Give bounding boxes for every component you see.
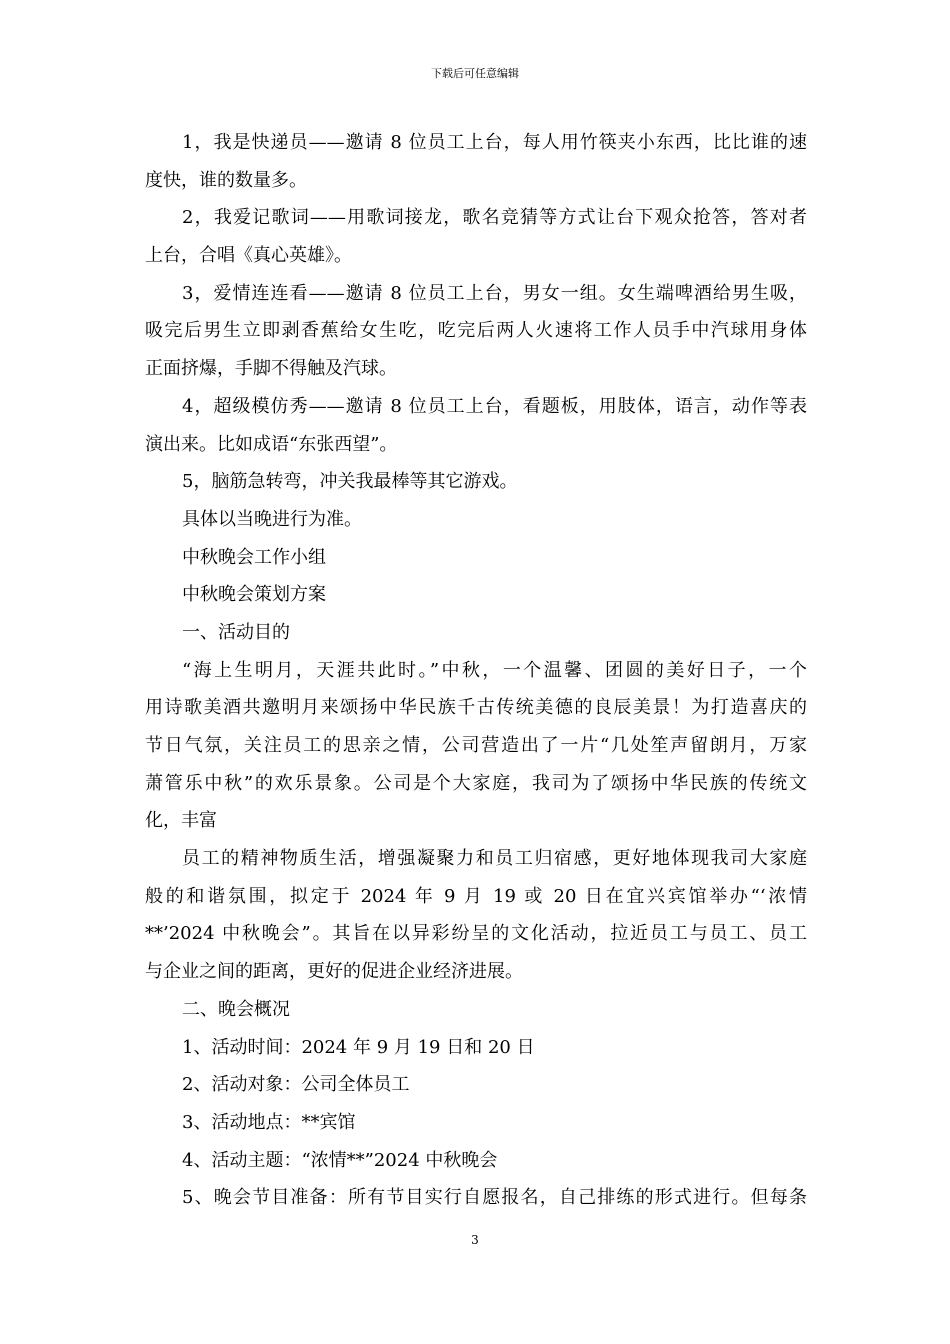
- paragraph-line: 4，超级模仿秀——邀请 8 位员工上台，看题板，用肢体，语言，动作等表: [182, 395, 807, 417]
- paragraph-line: 上台，合唱《真心英雄》。: [145, 245, 352, 267]
- paragraph-line: 5，脑筋急转弯，冲关我最棒等其它游戏。: [182, 471, 518, 493]
- list-item: 5、晚会节目准备：所有节目实行自愿报名，自己排练的形式进行。但每条: [182, 1187, 807, 1209]
- signature-line: 中秋晚会工作小组: [182, 546, 326, 568]
- paragraph-line: 与企业之间的距离，更好的促进企业经济进展。: [145, 961, 523, 983]
- paragraph-line: 3，爱情连连看——邀请 8 位员工上台，男女一组。女生端啤酒给男生吸，: [182, 282, 807, 304]
- paragraph-line: 具体以当晚进行为准。: [182, 508, 362, 530]
- paragraph-line: 般的和谐氛围，拟定于 2024 年 9 月 19 或 20 日在宜兴宾馆举办“‘浓情: [145, 885, 807, 907]
- paragraph-line: 萧管乐中秋”的欢乐景象。公司是个大家庭，我司为了颂扬中华民族的传统文: [145, 772, 807, 794]
- list-item: 1、活动时间：2024 年 9 月 19 日和 20 日: [182, 1036, 535, 1058]
- list-item: 2、活动对象：公司全体员工: [182, 1074, 410, 1096]
- paragraph-line: 吸完后男生立即剥香蕉给女生吃，吃完后两人火速将工作人员手中汽球用身体: [145, 320, 807, 342]
- section-heading: 二、晚会概况: [182, 998, 290, 1020]
- paragraph-line: 用诗歌美酒共邀明月来颂扬中华民族千古传统美德的良辰美景！为打造喜庆的: [145, 697, 807, 719]
- page-header: 下载后可任意编辑: [431, 67, 519, 80]
- list-item: 3、活动地点：**宾馆: [182, 1111, 356, 1133]
- paragraph-line: 员工的精神物质生活，增强凝聚力和员工归宿感，更好地体现我司大家庭: [182, 848, 807, 870]
- section-heading: 一、活动目的: [182, 621, 290, 643]
- document-body: [145, 124, 807, 1217]
- paragraph-line: 演出来。比如成语“东张西望”。: [145, 433, 398, 455]
- list-item: 4、活动主题：“浓情**”2024 中秋晚会: [182, 1149, 498, 1171]
- paragraph-line: 1，我是快递员——邀请 8 位员工上台，每人用竹筷夹小东西，比比谁的速: [182, 132, 807, 153]
- paragraph-line: 正面挤爆，手脚不得触及汽球。: [145, 358, 397, 380]
- section-title: 中秋晚会策划方案: [182, 584, 326, 606]
- paragraph-line: 化，丰富: [145, 810, 217, 832]
- paragraph-line: 2，我爱记歌词——用歌词接龙，歌名竞猜等方式让台下观众抢答，答对者: [182, 207, 807, 229]
- page-number: 3: [471, 1233, 479, 1247]
- paragraph-line: “海上生明月，天涯共此时。”中秋，一个温馨、团圆的美好日子，一个: [182, 659, 807, 681]
- paragraph-line: 节日气氛，关注员工的思亲之情，公司营造出了一片“几处笙声留朗月，万家: [145, 735, 807, 756]
- paragraph-line: **’2024 中秋晚会”。其旨在以异彩纷呈的文化活动，拉近员工与员工、员工: [145, 923, 807, 945]
- paragraph-line: 度快，谁的数量多。: [145, 169, 307, 191]
